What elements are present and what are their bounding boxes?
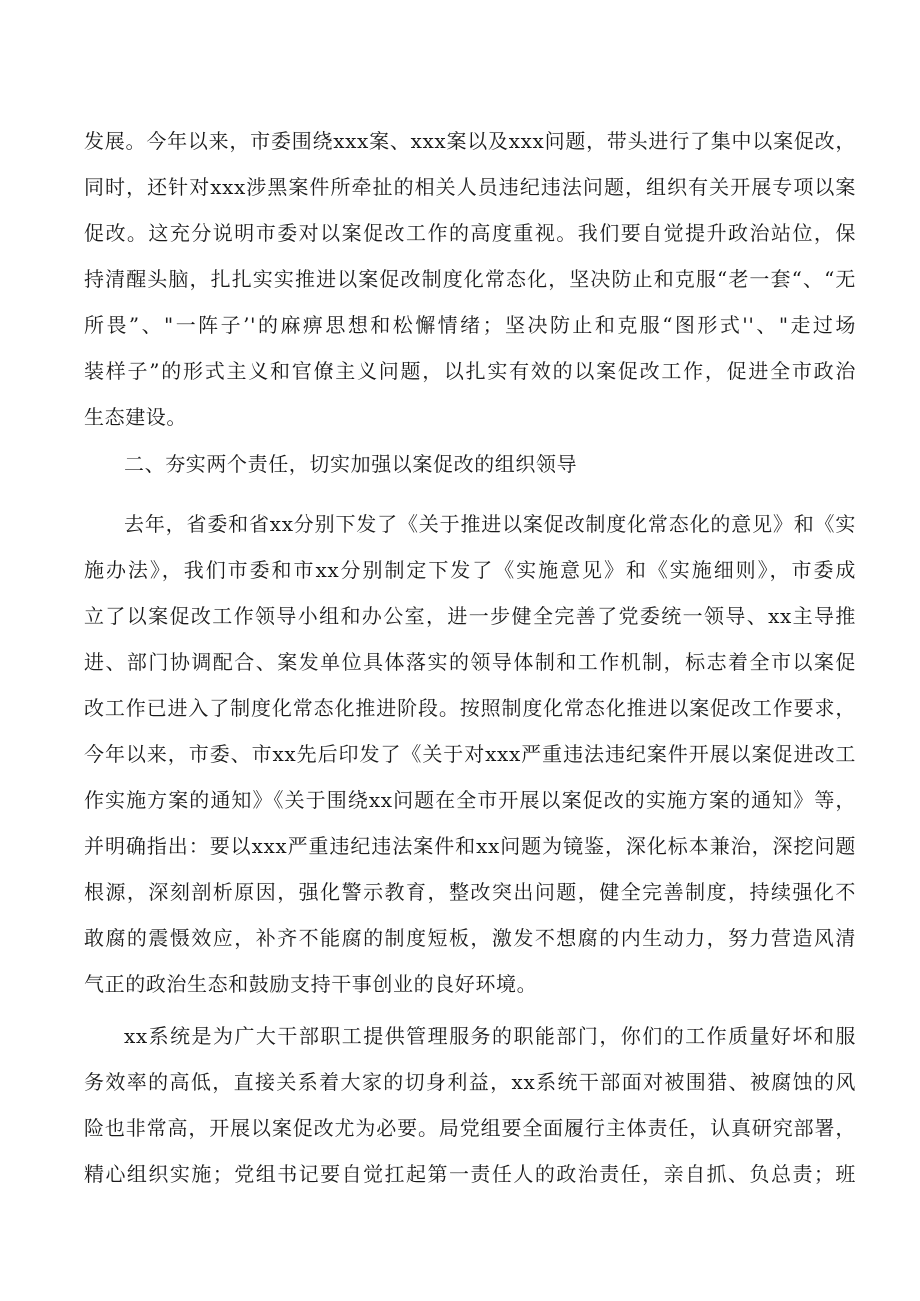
paragraph-line: 同时，还针对xxx涉黑案件所牵扯的相关人员违纪违法问题，组织有关开展专项以案 (84, 175, 856, 199)
paragraph-line: 气正的政治生态和鼓励支持干事创业的良好环境。 (84, 972, 538, 996)
paragraph-xx-system (84, 1013, 856, 1197)
paragraph-line: 根源，深刻剖析原因，强化警示教育，整改突出问题，健全完善制度，持续强化不 (84, 880, 856, 904)
paragraph-line: 今年以来，市委、市xx先后印发了《关于对xxx严重违法违纪案件开展以案促进改工 (84, 742, 856, 766)
paragraph-line: 立了以案促改工作领导小组和办公室，进一步健全完善了党委统一领导、xx主导推 (84, 604, 856, 628)
paragraph-line: 生态建设。 (84, 405, 187, 429)
paragraph-line: 精心组织实施；党组书记要自觉扛起第一责任人的政治责任，亲自抓、负总责；班 (84, 1162, 856, 1186)
section-heading (84, 441, 856, 487)
paragraph-line: 务效率的高低，直接关系着大家的切身利益，xx系统干部面对被围猎、被腐蚀的风 (84, 1070, 856, 1094)
paragraph-line: 敢腐的震慑效应，补齐不能腐的制度短板，激发不想腐的内生动力，努力营造风清 (84, 926, 856, 950)
paragraph-line: 装样子”的形式主义和官僚主义问题，以扎实有效的以案促改工作，促进全市政治 (84, 359, 856, 383)
section-heading-text: 二、夯实两个责任，切实加强以案促改的组织领导 (124, 452, 578, 476)
paragraph-line: 发展。今年以来，市委围绕xxx案、xxx案以及xxx问题，带头进行了集中以案促改， (84, 129, 856, 153)
paragraph-line: 险也非常高，开展以案促改尤为必要。局党组要全面履行主体责任，认真研究部署， (84, 1116, 856, 1140)
paragraph-line: xx系统是为广大干部职工提供管理服务的职能部门，你们的工作质量好坏和服 (124, 1024, 856, 1048)
paragraph-continuation (84, 118, 856, 440)
paragraph-line: 改工作已进入了制度化常态化推进阶段。按照制度化常态化推进以案促改工作要求， (84, 696, 856, 720)
paragraph-line: 进、部门协调配合、案发单位具体落实的领导体制和工作机制，标志着全市以案促 (84, 650, 856, 674)
paragraph-line: 持清醒头脑，扎扎实实推进以案促改制度化常态化，坚决防止和克服“老一套“、“无 (84, 267, 856, 291)
paragraph-line: 并明确指出：要以xxx严重违纪违法案件和xx问题为镜鉴，深化标本兼治，深挖问题 (84, 834, 856, 858)
paragraph-line: 促改。这充分说明市委对以案促改工作的高度重视。我们要自觉提升政治站位，保 (84, 221, 856, 245)
paragraph-line: 去年，省委和省xx分别下发了《关于推进以案促改制度化常态化的意见》和《实 (124, 512, 856, 536)
paragraph-responsibility (84, 501, 856, 1007)
paragraph-line: 作实施方案的通知》《关于围绕xx问题在全市开展以案促改的实施方案的通知》等， (84, 788, 856, 812)
paragraph-line: 施办法》，我们市委和市xx分别制定下发了《实施意见》和《实施细则》，市委成 (84, 558, 856, 582)
paragraph-line: 所畏”、"一阵子’'的麻痹思想和松懈情绪；坚决防止和克服“图形式''、"走过场 (84, 313, 856, 337)
